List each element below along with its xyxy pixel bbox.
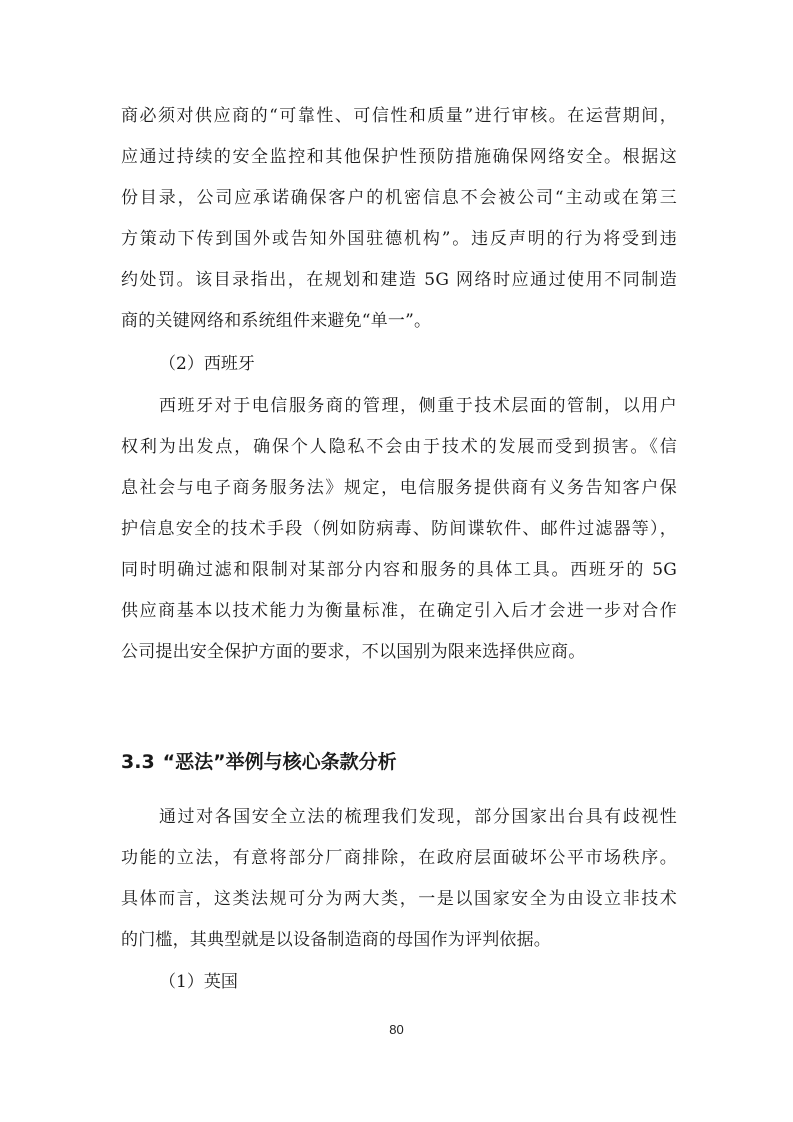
subheading-spain: （2）西班牙 (159, 354, 255, 374)
text-line: 供应商基本以技术能力为衡量标准，在确定引入后才会进一步对合作 (121, 601, 677, 621)
section-number: 3.3 (121, 751, 155, 773)
text-line: 商的关键网络和系统组件来避免“单一”。 (121, 311, 432, 331)
page-number: 80 (389, 1022, 404, 1037)
text-line: 西班牙对于电信服务商的管理，侧重于技术层面的管制，以用户 (159, 396, 677, 416)
paragraph-germany-continued (121, 96, 677, 342)
text-line: 商必须对供应商的“可靠性、可信性和质量”进行审核。在运营期间， (121, 106, 677, 126)
text-line: 息社会与电子商务服务法》规定，电信服务提供商有义务告知客户保 (121, 478, 677, 498)
text-line: 约处罚。该目录指出，在规划和建造 5G 网络时应通过使用不同制造 (121, 270, 677, 290)
paragraph-bad-laws (121, 797, 677, 961)
text-line: 护信息安全的技术手段（例如防病毒、防间谍软件、邮件过滤器等）， (121, 519, 677, 539)
text-line: 公司提出安全保护方面的要求，不以国别为限来选择供应商。 (121, 642, 586, 662)
text-line: 的门槛，其典型就是以设备制造商的母国作为评判依据。 (121, 930, 551, 950)
text-line: 具体而言，这类法规可分为两大类，一是以国家安全为由设立非技术 (121, 889, 677, 909)
text-line: 同时明确过滤和限制对某部分内容和服务的具体工具。西班牙的 5G (121, 560, 677, 580)
section-heading (121, 742, 397, 782)
text-line: 份目录，公司应承诺确保客户的机密信息不会被公司“主动或在第三 (121, 188, 677, 208)
text-line: 通过对各国安全立法的梳理我们发现，部分国家出台具有歧视性 (159, 807, 677, 827)
text-line: 权利为出发点，确保个人隐私不会由于技术的发展而受到损害。《信 (121, 437, 677, 457)
section-title: “恶法”举例与核心条款分析 (162, 751, 397, 773)
text-line: 方策动下传到国外或告知外国驻德机构”。违反声明的行为将受到违 (121, 229, 677, 249)
text-line: 功能的立法，有意将部分厂商排除，在政府层面破坏公平市场秩序。 (121, 848, 677, 868)
paragraph-spain (121, 386, 677, 673)
text-line: 应通过持续的安全监控和其他保护性预防措施确保网络安全。根据这 (121, 147, 677, 167)
subheading-uk: （1）英国 (159, 972, 238, 992)
